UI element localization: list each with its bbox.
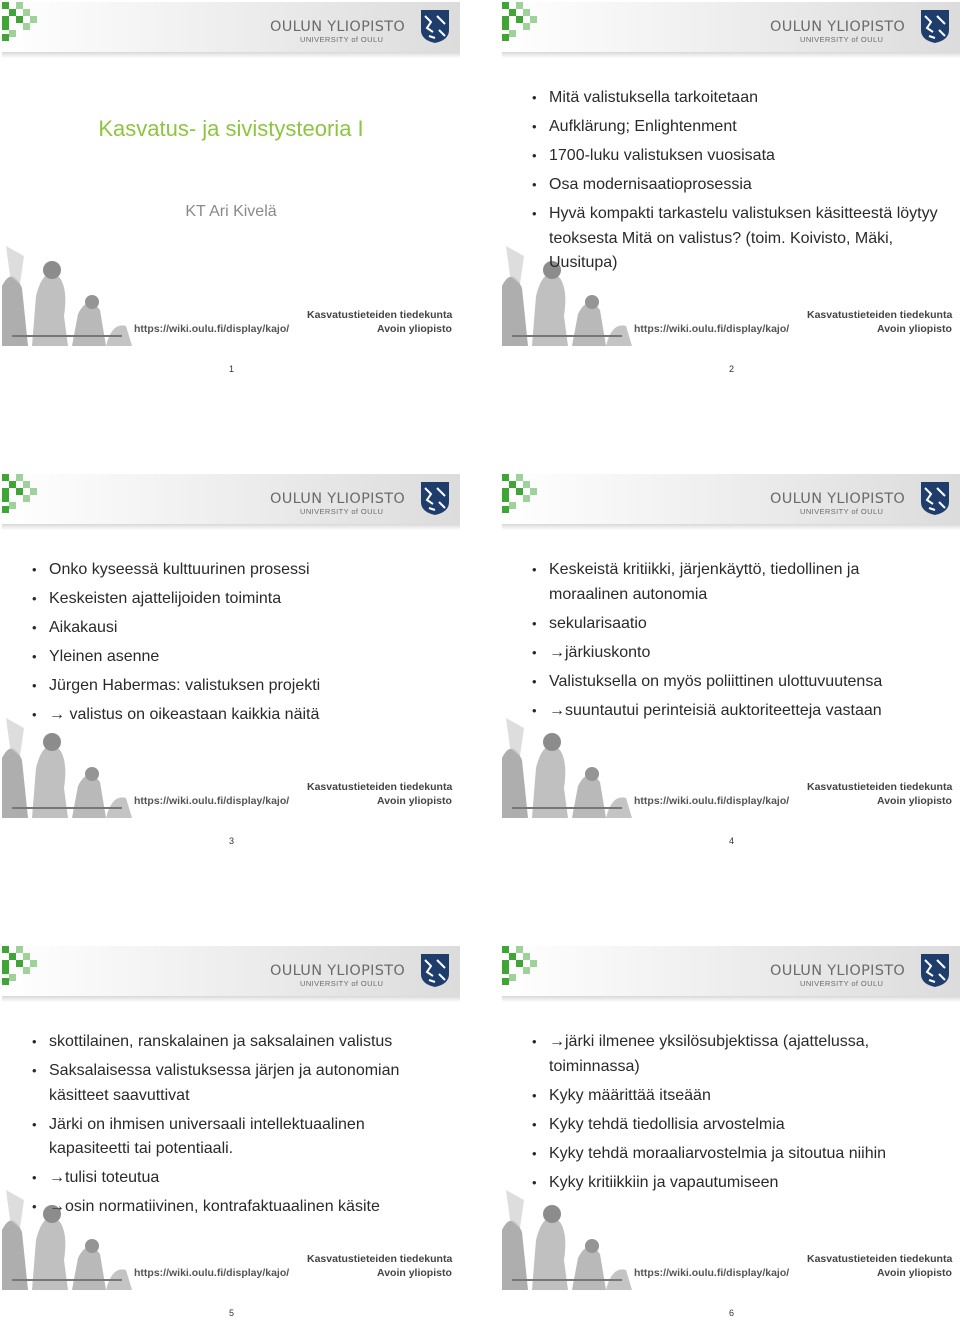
university-emblem-icon [919,952,951,988]
footer-faculty: Kasvatustieteiden tiedekunta [307,1253,453,1265]
bullet-item: • Järki on ihmisen universaali intellektuaalinen kapasiteetti tai potentiaali. [32,1113,442,1162]
bullet-item: • Jürgen Habermas: valistuksen projekti [32,674,442,699]
pixel-logo-icon [2,946,40,986]
slide-5 [2,946,460,1290]
slide-2 [502,2,960,346]
university-emblem-icon [419,480,451,516]
header-shadow [502,52,960,58]
header-shadow [2,524,460,530]
bullet-item: • →osin normatiivinen, kontrafaktuaalinen käsite [32,1195,442,1220]
page-number-1: 1 [229,364,235,374]
university-name: OULUN YLIOPISTO [770,19,906,35]
pixel-logo-icon [2,2,40,42]
bullet-item: • →järkiuskonto [532,641,942,666]
university-name: OULUN YLIOPISTO [770,963,906,979]
university-emblem-icon [419,952,451,988]
bullet-list [532,558,942,728]
footer-url: https://wiki.oulu.fi/display/kajo/ [134,1267,290,1279]
pixel-logo-icon [502,474,540,514]
bullet-item: • Aikakausi [32,616,442,641]
university-subname: UNIVERSITY of OULU [800,35,884,44]
footer-url: https://wiki.oulu.fi/display/kajo/ [134,323,290,335]
university-name: OULUN YLIOPISTO [770,491,906,507]
footer-faculty: Kasvatustieteiden tiedekunta [307,309,453,321]
pixel-logo-icon [502,946,540,986]
engraving-illustration-icon [2,226,132,346]
bullet-list [32,558,442,732]
bullet-item: • →tulisi toteutua [32,1166,442,1191]
bullet-item: • 1700-luku valistuksen vuosisata [532,144,942,169]
footer-url: https://wiki.oulu.fi/display/kajo/ [134,795,290,807]
footer-faculty: Kasvatustieteiden tiedekunta [807,781,953,793]
footer-faculty: Kasvatustieteiden tiedekunta [807,309,953,321]
footer-faculty: Kasvatustieteiden tiedekunta [807,1253,953,1265]
footer-open-university: Avoin yliopisto [377,795,452,807]
footer-open-university: Avoin yliopisto [877,1267,952,1279]
bullet-list [532,1030,942,1200]
university-subname: UNIVERSITY of OULU [300,979,384,988]
bullet-item: • Hyvä kompakti tarkastelu valistuksen käsitteestä löytyy teoksesta Mitä on valistus? (toim. Koivisto, Mäki, Uusitupa) [532,202,942,276]
bullet-item: • skottilainen, ranskalainen ja saksalainen valistus [32,1030,442,1055]
footer-url: https://wiki.oulu.fi/display/kajo/ [634,1267,790,1279]
page-number-5: 5 [229,1308,235,1318]
bullet-item: • Kyky määrittää itseään [532,1084,942,1109]
footer-open-university: Avoin yliopisto [877,323,952,335]
bullet-item: • Aufklärung; Enlightenment [532,115,942,140]
bullet-item: • sekularisaatio [532,612,942,637]
header-shadow [502,996,960,1002]
slide-4 [502,474,960,818]
bullet-item: • →järki ilmenee yksilösubjektissa (ajattelussa, toiminnassa) [532,1030,942,1079]
university-subname: UNIVERSITY of OULU [800,507,884,516]
pixel-logo-icon [502,2,540,42]
slide-6 [502,946,960,1290]
bullet-item: • Keskeisten ajattelijoiden toiminta [32,587,442,612]
university-emblem-icon [919,8,951,44]
bullet-item: • Mitä valistuksella tarkoitetaan [532,86,942,111]
pixel-logo-icon [2,474,40,514]
footer-faculty: Kasvatustieteiden tiedekunta [307,781,453,793]
bullet-list [532,86,942,280]
page-number-6: 6 [729,1308,735,1318]
university-name: OULUN YLIOPISTO [270,963,406,979]
slide-title: Kasvatus- ja sivistysteoria I [98,116,364,141]
university-subname: UNIVERSITY of OULU [300,507,384,516]
footer-open-university: Avoin yliopisto [877,795,952,807]
bullet-item: • Keskeistä kritiikki, järjenkäyttö, tiedollinen ja moraalinen autonomia [532,558,942,607]
bullet-item: • →suuntautui perinteisiä auktoriteetteja vastaan [532,699,942,724]
slide-1 [2,2,460,346]
page-number-4: 4 [729,836,735,846]
university-emblem-icon [419,8,451,44]
bullet-item: • → valistus on oikeastaan kaikkia näitä [32,703,442,728]
header-shadow [2,52,460,58]
bullet-item: • Kyky tehdä moraaliarvostelmia ja sitoutua niihin [532,1142,942,1167]
bullet-item: • Valistuksella on myös poliittinen ulottuvuutensa [532,670,942,695]
footer-open-university: Avoin yliopisto [377,1267,452,1279]
university-subname: UNIVERSITY of OULU [300,35,384,44]
footer-open-university: Avoin yliopisto [377,323,452,335]
footer-url: https://wiki.oulu.fi/display/kajo/ [634,795,790,807]
header-shadow [502,524,960,530]
university-name: OULUN YLIOPISTO [270,491,406,507]
bullet-item: • Kyky tehdä tiedollisia arvostelmia [532,1113,942,1138]
bullet-item: • Onko kyseessä kulttuurinen prosessi [32,558,442,583]
bullet-list [32,1030,442,1224]
bullet-item: • Kyky kritiikkiin ja vapautumiseen [532,1171,942,1196]
bullet-item: • Yleinen asenne [32,645,442,670]
university-emblem-icon [919,480,951,516]
bullet-item: • Saksalaisessa valistuksessa järjen ja autonomian käsitteet saavuttivat [32,1059,442,1108]
slide-author: KT Ari Kivelä [185,203,277,220]
slide-3 [2,474,460,818]
page-number-2: 2 [729,364,735,374]
university-subname: UNIVERSITY of OULU [800,979,884,988]
page-number-3: 3 [229,836,235,846]
bullet-item: • Osa modernisaatioprosessia [532,173,942,198]
university-name: OULUN YLIOPISTO [270,19,406,35]
footer-url: https://wiki.oulu.fi/display/kajo/ [634,323,790,335]
header-shadow [2,996,460,1002]
